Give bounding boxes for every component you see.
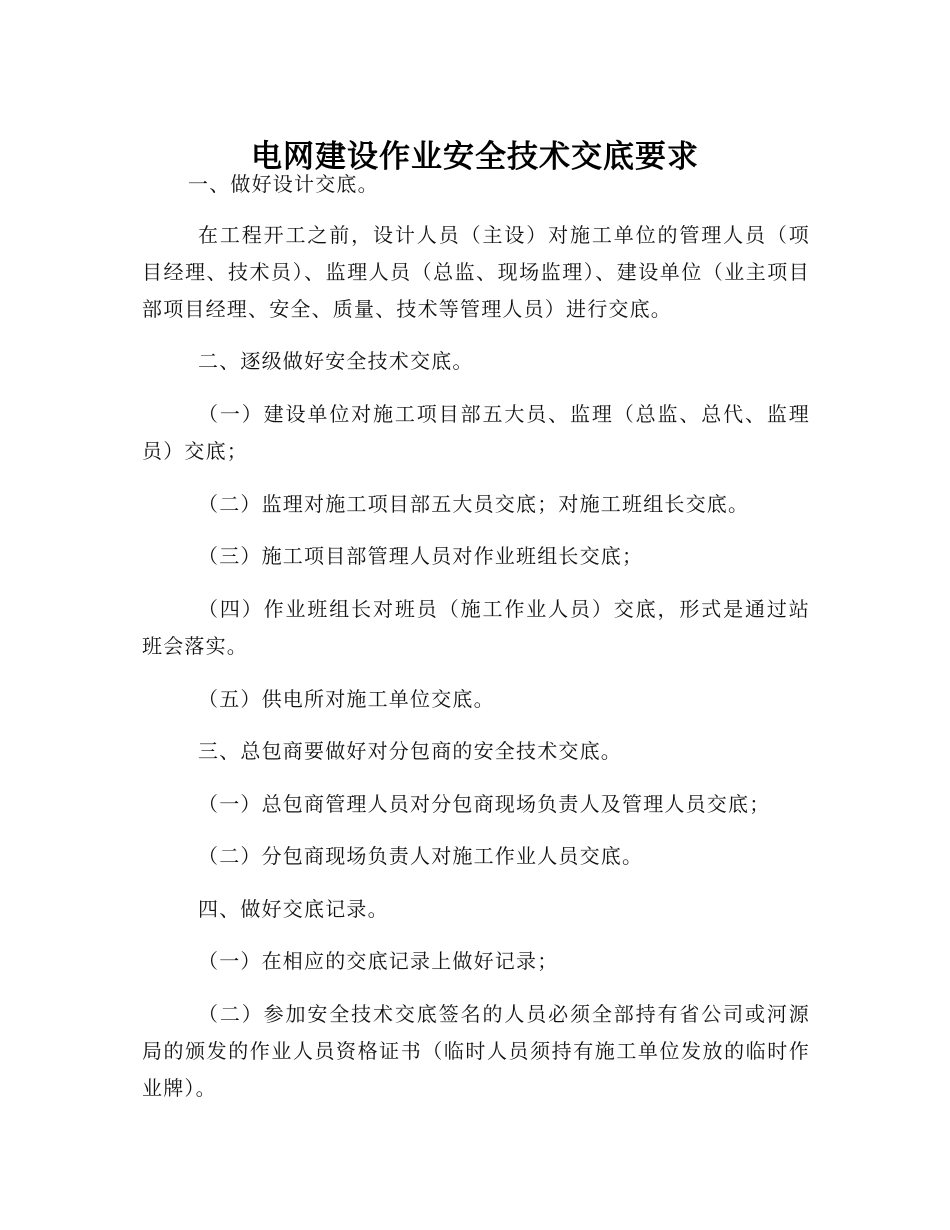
list-item-3-1: （一）总包商管理人员对分包商现场负责人及管理人员交底； [198, 792, 771, 816]
section-heading-2: 二、逐级做好安全技术交底。 [198, 349, 474, 373]
list-item-3-2: （二）分包商现场负责人对施工作业人员交底。 [198, 844, 644, 868]
list-item-2-1: （一）建设单位对施工项目部五大员、监理（总监、总代、监理员）交底； [142, 402, 810, 463]
list-item-4-2: （二）参加安全技术交底签名的人员必须全部持有省公司或河源局的颁发的作业人员资格证书（临时人员须持有施工单位发放的临时作业牌）。 [142, 1002, 810, 1100]
list-item-2-2: （二）监理对施工项目部五大员交底；对施工班组长交底。 [198, 492, 750, 516]
list-item-2-4: （四）作业班组长对班员（施工作业人员）交底，形式是通过站班会落实。 [142, 597, 810, 658]
paragraph-design-briefing: 在工程开工之前，设计人员（主设）对施工单位的管理人员（项目经理、技术员）、监理人员（总监、现场监理）、建设单位（业主项目部项目经理、安全、质量、技术等管理人员）进行交底。 [142, 223, 810, 321]
section-heading-3: 三、总包商要做好对分包商的安全技术交底。 [198, 739, 622, 763]
list-item-2-3: （三）施工项目部管理人员对作业班组长交底； [198, 544, 644, 568]
list-item-2-5: （五）供电所对施工单位交底。 [198, 687, 495, 711]
page-title: 电网建设作业安全技术交底要求 [251, 138, 699, 175]
list-item-4-1: （一）在相应的交底记录上做好记录； [198, 949, 559, 973]
section-heading-4: 四、做好交底记录。 [198, 897, 389, 921]
section-heading-1: 一、做好设计交底。 [188, 172, 379, 196]
